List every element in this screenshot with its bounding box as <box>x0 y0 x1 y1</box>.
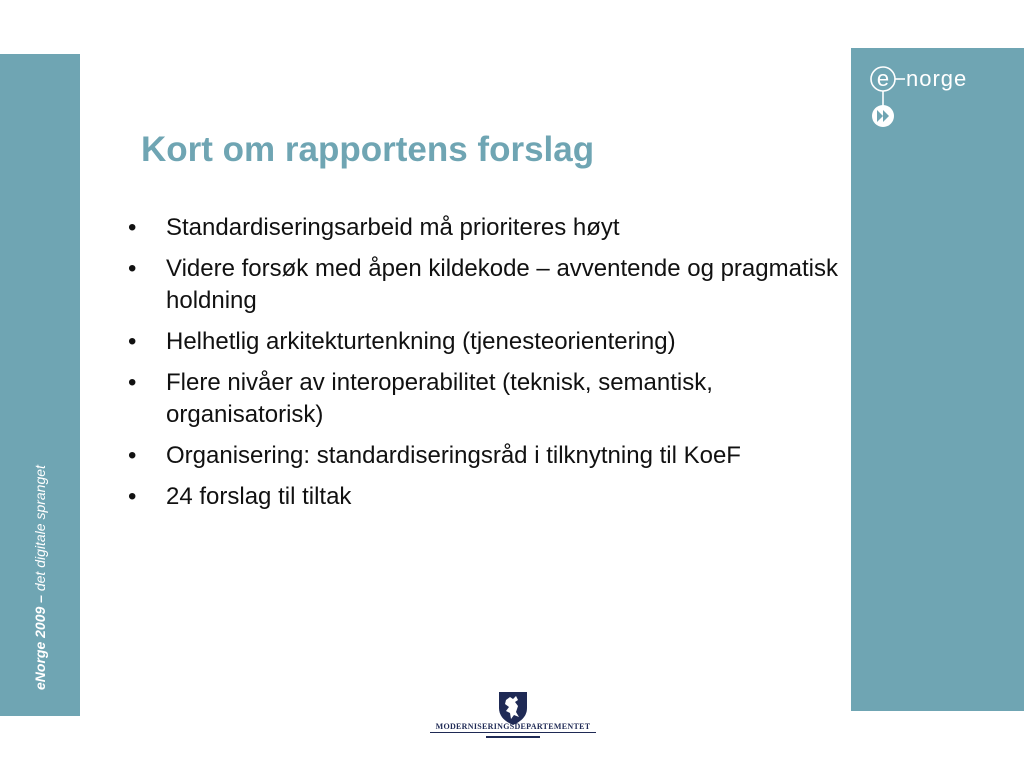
bullet-item <box>128 253 843 317</box>
ministry-underline <box>486 736 540 738</box>
bullet-marker <box>128 367 148 399</box>
bullet-text: Standardiseringsarbeid må prioriteres høyt <box>166 214 620 241</box>
fast-forward-icon <box>872 105 894 127</box>
bullet-item <box>128 481 843 513</box>
side-caption <box>31 465 49 690</box>
slide-title: Kort om rapportens forslag <box>141 130 595 169</box>
bullet-text: Flere nivåer av interoperabilitet (teknisk, semantisk, organisatorisk) <box>166 369 713 428</box>
bullet-marker <box>128 326 148 358</box>
bullet-text: Organisering: standardiseringsråd i tilknytning til KoeF <box>166 442 741 469</box>
bullet-marker <box>128 481 148 513</box>
bullet-item <box>128 367 843 431</box>
side-caption-emphasis: eNorge 2009 – <box>32 595 48 690</box>
bullet-item <box>128 212 843 244</box>
bullet-marker <box>128 253 148 285</box>
logo-letter: e <box>876 66 890 91</box>
side-caption-rest: det digitale spranget <box>32 465 48 596</box>
ministry-name: MODERNISERINGSDEPARTEMENTET <box>430 722 596 733</box>
bullet-list <box>128 212 843 522</box>
logo-word: norge <box>906 66 968 91</box>
bullet-text: 24 forslag til tiltak <box>166 483 352 510</box>
bullet-item <box>128 326 843 358</box>
bullet-marker <box>128 212 148 244</box>
enorge-logo <box>870 62 1010 132</box>
bullet-item <box>128 440 843 472</box>
right-side-band <box>851 48 1024 711</box>
bullet-marker <box>128 440 148 472</box>
bullet-text: Videre forsøk med åpen kildekode – avventende og pragmatisk holdning <box>166 255 838 314</box>
bullet-text: Helhetlig arkitekturtenkning (tjenesteorientering) <box>166 328 676 355</box>
norwegian-lion-crest-icon <box>496 690 530 726</box>
